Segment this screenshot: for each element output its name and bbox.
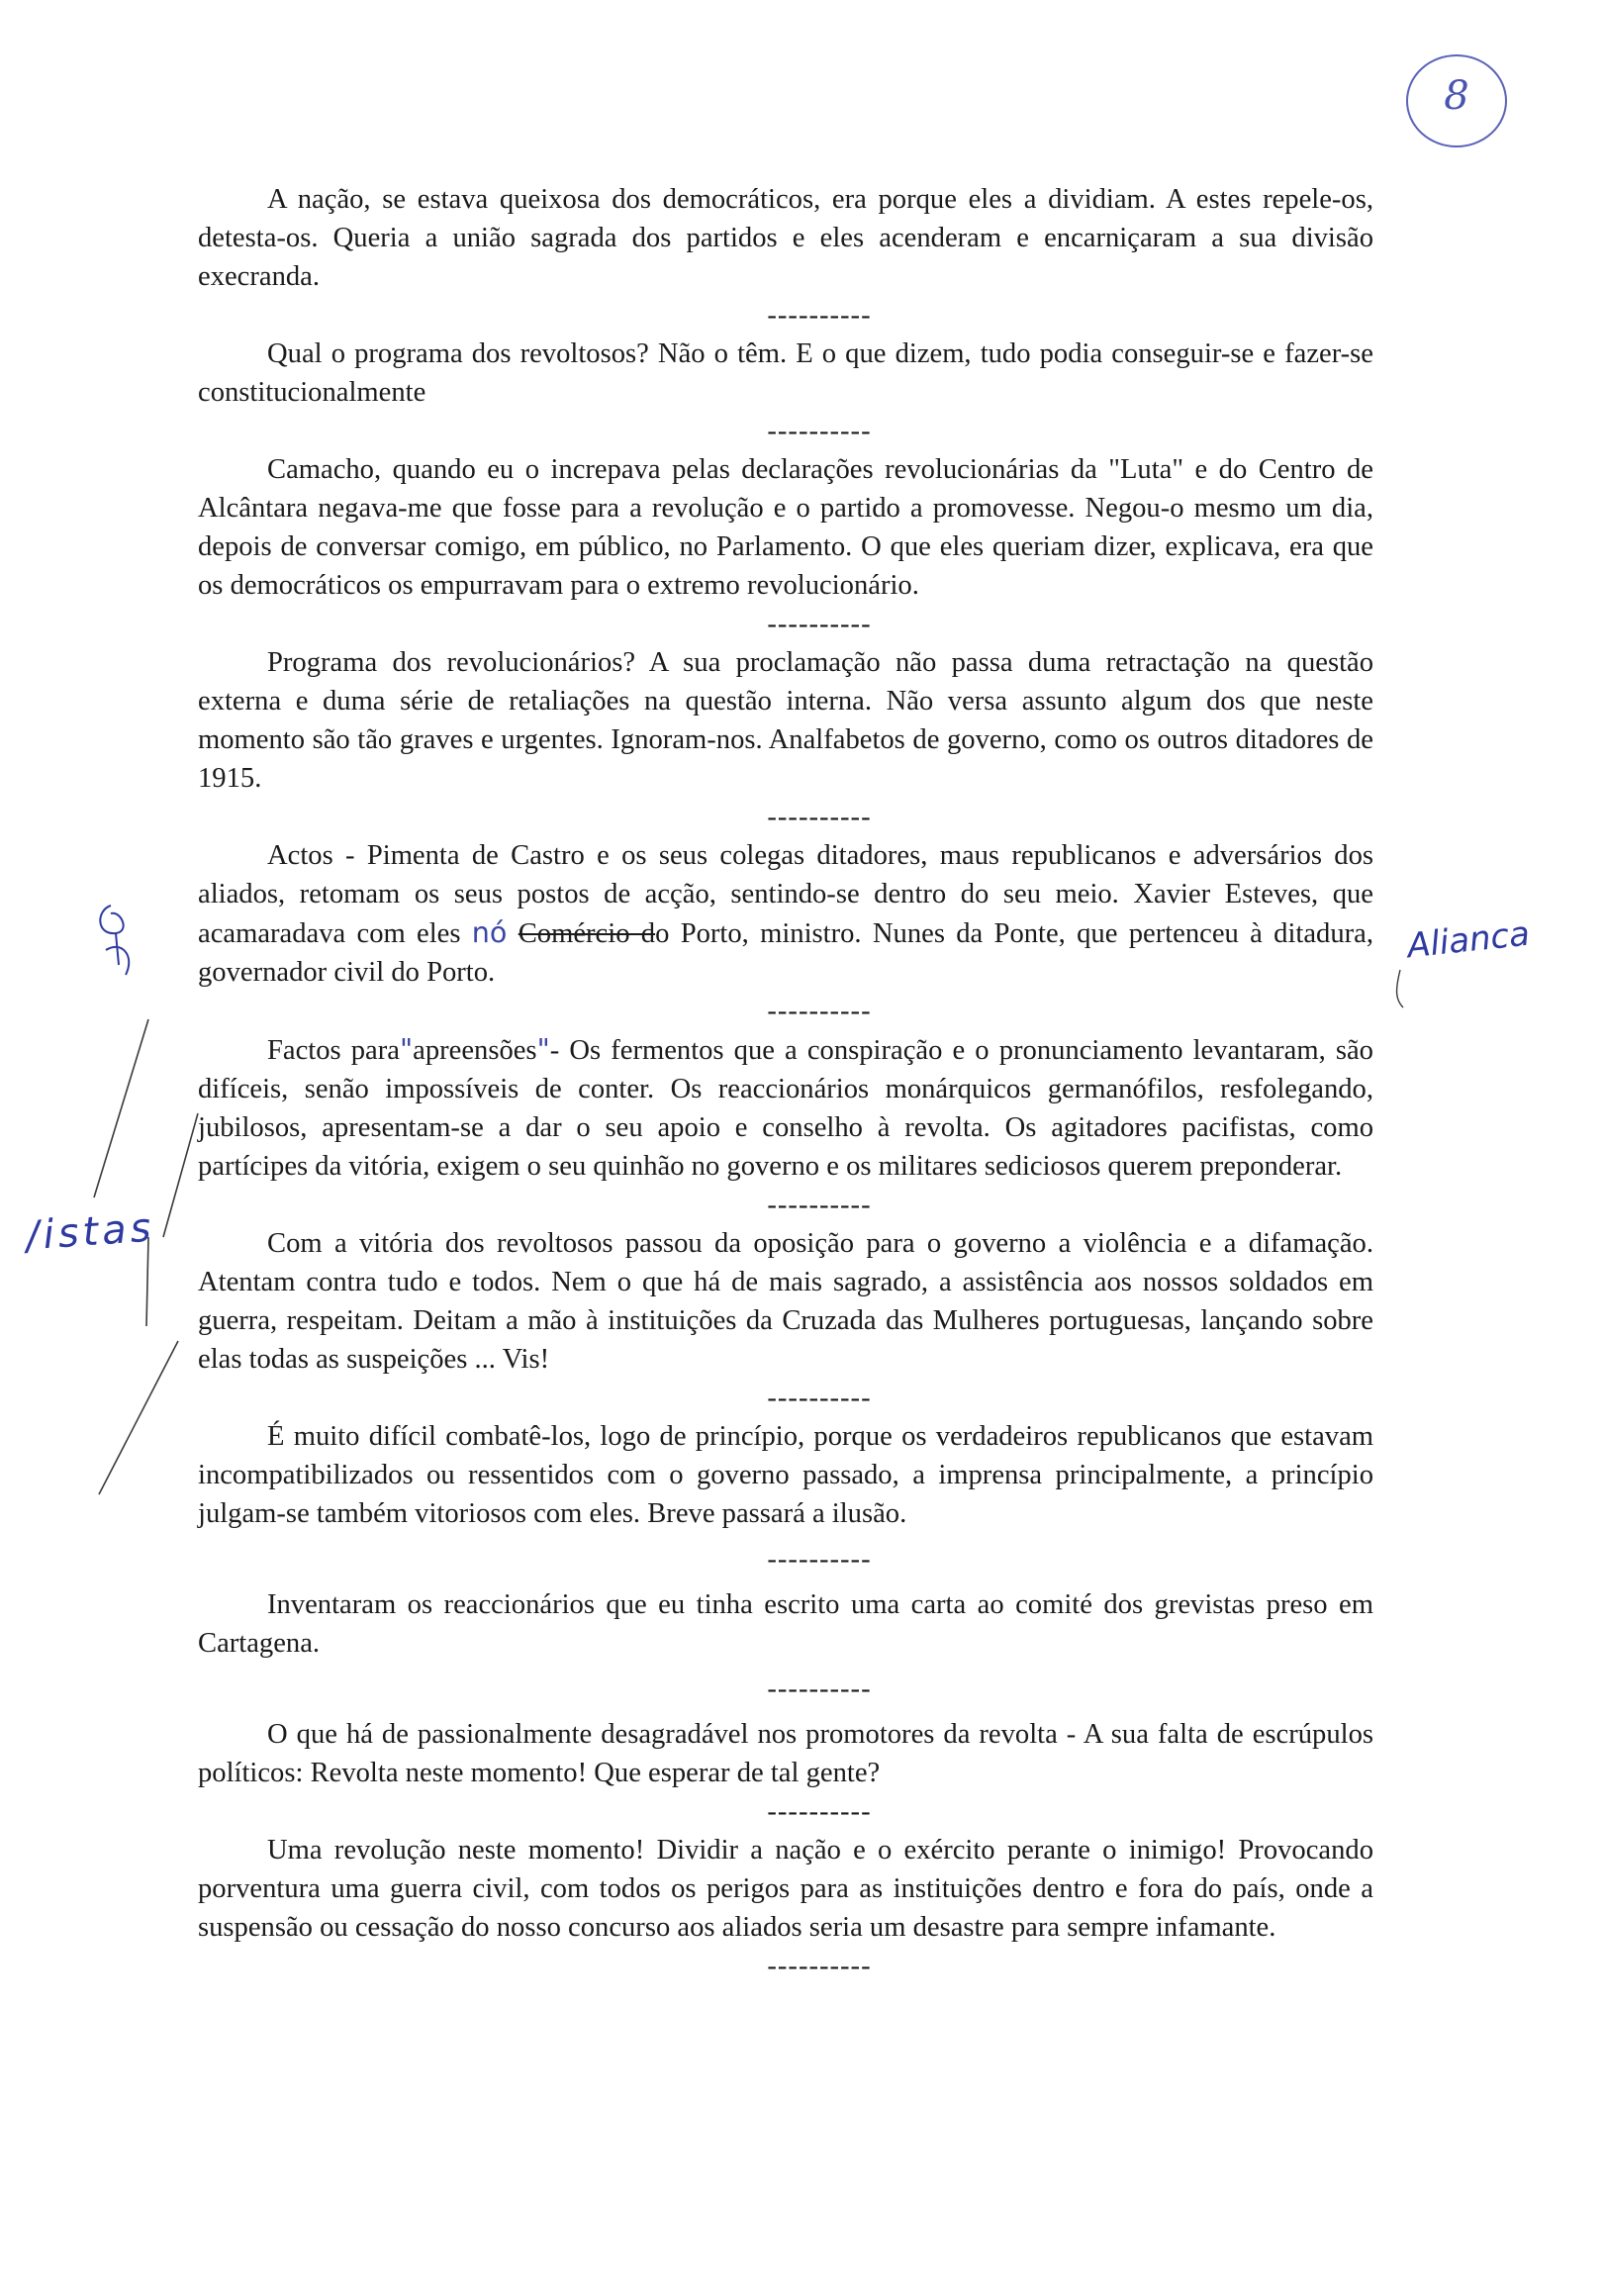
separator: ----------	[767, 300, 872, 331]
margin-note-alianca: Alianca	[1405, 913, 1532, 967]
separator: ----------	[767, 996, 872, 1026]
separator: ----------	[767, 1190, 872, 1220]
separator: ----------	[767, 1544, 872, 1575]
separator: ----------	[767, 1796, 872, 1827]
paragraph-6-text: Factos para	[267, 1035, 400, 1066]
handwritten-quote-open: "	[399, 1032, 414, 1066]
paragraph-6	[198, 1030, 1373, 1186]
margin-note-istas: /istas	[24, 1204, 156, 1260]
paragraph-5	[198, 836, 1373, 992]
separator: ----------	[767, 1383, 872, 1413]
paragraph-8: É muito difícil combatê-los, logo de princípio, porque os verdadeiros republicanos que estavam incompatibilizados ou ressentidos com o governo passado, a imprensa principalmente, a princípio julgam-se também vitoriosos com eles. Breve passará a ilusão.	[198, 1421, 1373, 1529]
paragraph-7: Com a vitória dos revoltosos passou da oposição para o governo a violência e a difamação. Atentam contra tudo e todos. Nem o que há de mais sagrado, a assistência aos nossos soldados em guerra, respeitam. Deitam a mão à instituições da Cruzada das Mulheres portuguesas, lançando sobre elas todas as suspeições ... Vis!	[198, 1228, 1373, 1375]
separator: ----------	[767, 609, 872, 639]
handwritten-correction: nó	[471, 915, 508, 949]
separator: ----------	[767, 802, 872, 832]
separator: ----------	[767, 1674, 872, 1704]
paragraph-1: A nação, se estava queixosa dos democráticos, era porque eles a dividiam. A estes repele-os, detesta-os. Queria a união sagrada dos partidos e eles acenderam e encarniçaram a sua divisão execranda.	[198, 184, 1373, 292]
separator: ----------	[767, 416, 872, 446]
separator: ----------	[767, 1951, 872, 1981]
paragraph-6-text-end: - Os fermentos que a conspiração e o pronunciamento levantaram, são difíceis, senão impossíveis de conter. Os reaccionários monárquicos germanófilos, resfolegando, jubilosos, apresentam-se a dar o seu apoio e conselho à revolta. Os agitadores pacifistas, como partícipes da vitória, exigem o seu quinhão no governo e os militares sediciosos querem preponderar.	[198, 1035, 1373, 1182]
paragraph-6-word: apreensões	[413, 1035, 537, 1066]
paragraph-9: Inventaram os reaccionários que eu tinha escrito uma carta ao comité dos grevistas preso em Cartagena.	[198, 1589, 1373, 1659]
document-body	[198, 180, 1373, 1985]
handwritten-quote-close: "	[536, 1032, 550, 1066]
paragraph-2: Qual o programa dos revoltosos? Não o têm. E o que dizem, tudo podia conseguir-se e fazer-se constitucionalmente	[198, 338, 1373, 408]
paragraph-3: Camacho, quando eu o increpava pelas declarações revolucionárias da "Luta" e do Centro de Alcântara negava-me que fosse para a revolução e o partido a promovesse. Negou-o mesmo um dia, depois de conversar comigo, em público, no Parlamento. O que eles queriam dizer, explicava, era que os democráticos os empurravam para o extremo revolucionário.	[198, 454, 1373, 601]
paragraph-5-text-end: o Porto, ministro. Nunes da Ponte, que pertenceu à ditadura, governador civil do Porto.	[198, 918, 1373, 988]
margin-scribble-icon	[91, 896, 150, 990]
page-number: 8	[1444, 73, 1469, 119]
paragraph-11: Uma revolução neste momento! Dividir a nação e o exército perante o inimigo! Provocando porventura uma guerra civil, com todos os perigos para as instituições dentro e fora do país, onde a suspensão ou cessação do nosso concurso aos aliados seria um desastre para sempre infamante.	[198, 1835, 1373, 1943]
paragraph-10: O que há de passionalmente desagradável nos promotores da revolta - A sua falta de escrúpulos políticos: Revolta neste momento! Que esperar de tal gente?	[198, 1719, 1373, 1788]
paragraph-4: Programa dos revolucionários? A sua proclamação não passa duma retractação na questão externa e duma série de retaliações na questão interna. Não versa assunto algum dos que neste momento são tão graves e urgentes. Ignoram-nos. Analfabetos de governo, como os outros ditadores de 1915.	[198, 647, 1373, 794]
struck-text: Comércio d	[518, 918, 656, 949]
paragraph-5-text: Actos - Pimenta de Castro e os seus colegas ditadores, maus republicanos e adversários dos aliados, retomam os seus postos de acção, sentindo-se dentro do seu meio. Xavier Esteves, que acamaradava com eles	[198, 840, 1373, 949]
